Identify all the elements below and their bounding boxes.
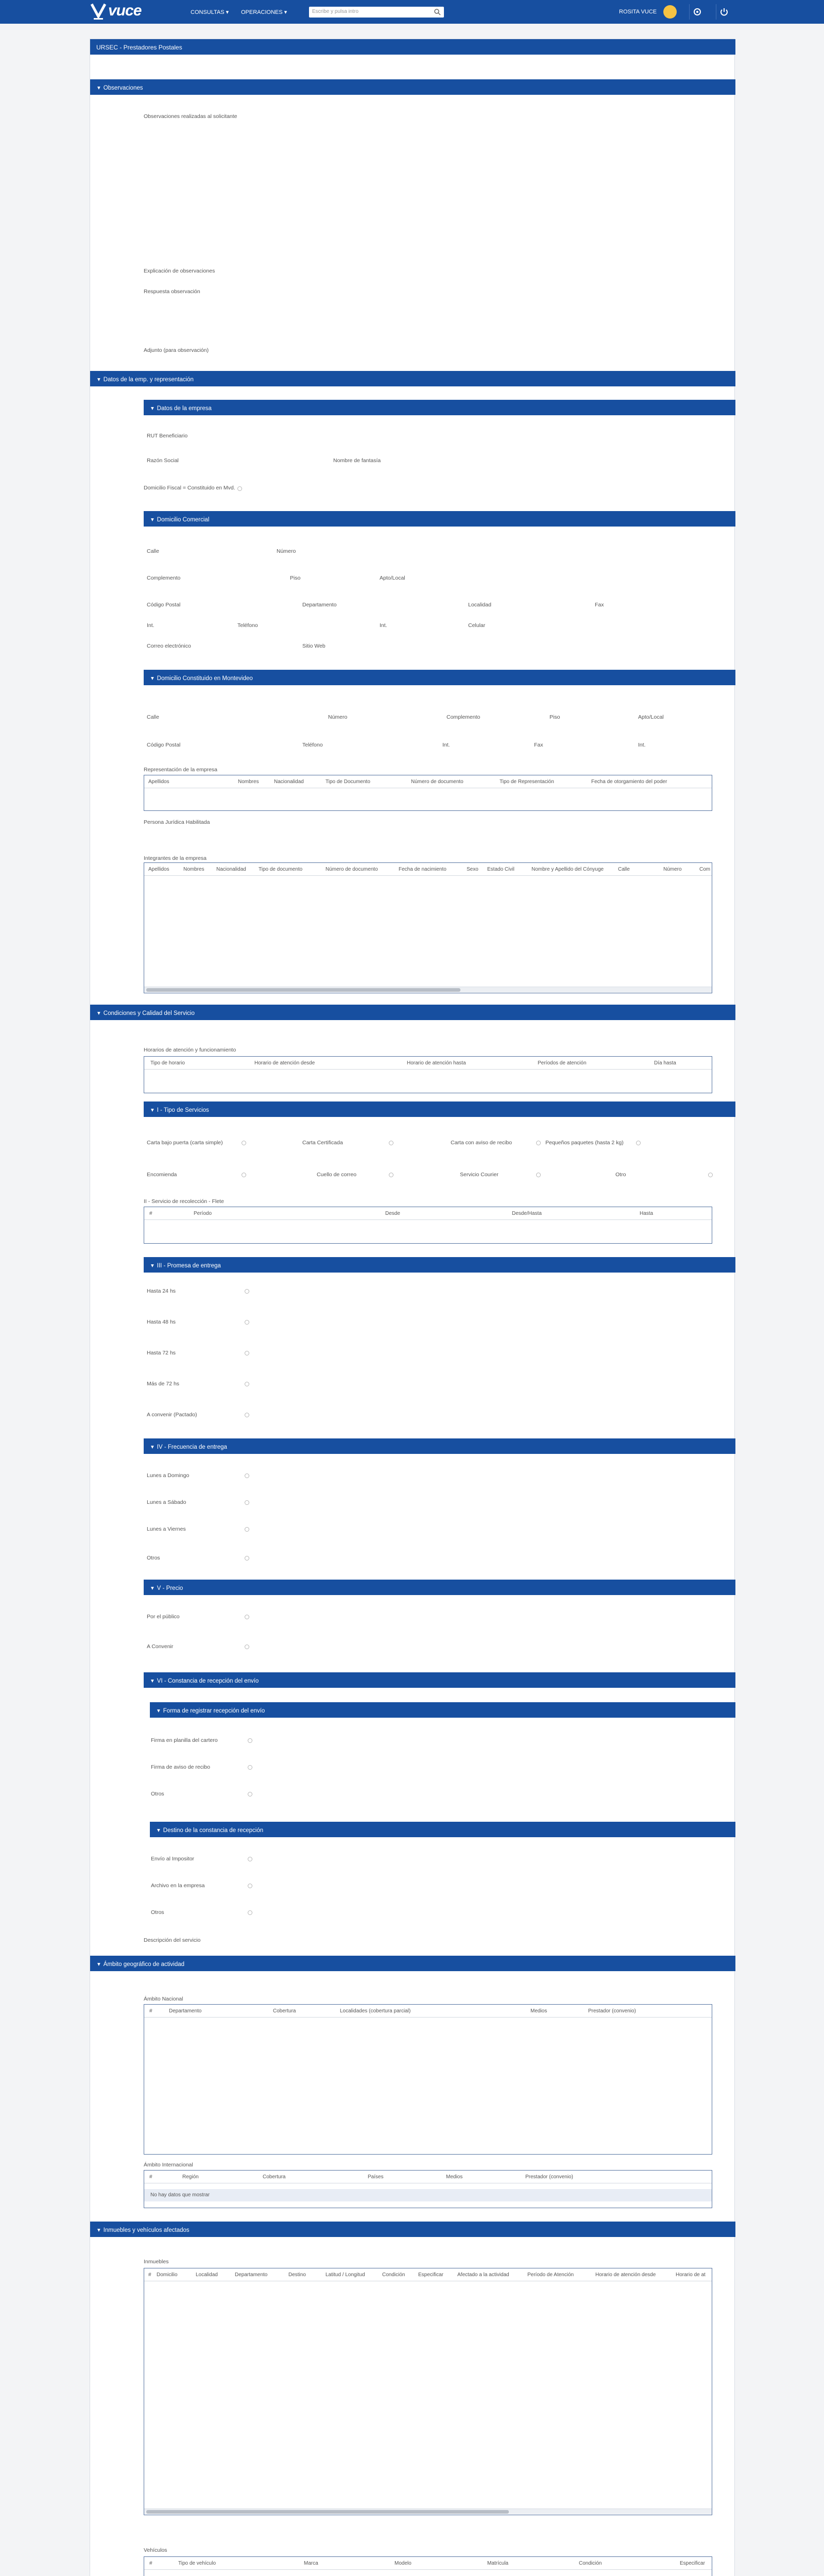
com-telefono: Teléfono xyxy=(237,622,258,629)
inmuebles-table xyxy=(144,2268,712,2515)
com-apto: Apto/Local xyxy=(380,575,405,581)
mvd-cp: Código Postal xyxy=(147,742,181,748)
mvd-piso: Piso xyxy=(550,714,560,720)
rut-label: RUT Beneficiario xyxy=(147,433,188,439)
com-int2: Int. xyxy=(380,622,387,629)
no-data-message: No hay datos que mostrar xyxy=(150,2192,210,2198)
int-col[interactable]: Número xyxy=(663,867,682,872)
recoleccion-label: II - Servicio de recolección - Flete xyxy=(144,1198,224,1205)
inm-col[interactable]: Departamento xyxy=(235,2272,268,2278)
nac-col[interactable]: Cobertura xyxy=(273,2008,296,2014)
inmuebles-label: Inmuebles xyxy=(144,2259,169,2265)
forma-opt: Firma de aviso de recibo xyxy=(151,1764,210,1770)
precio-opt: A Convenir xyxy=(147,1643,174,1650)
rec-col[interactable]: Hasta xyxy=(640,1211,654,1216)
page-title: URSEC - Prestadores Postales xyxy=(90,39,735,55)
precio-radio[interactable] xyxy=(245,1615,249,1619)
tipo-opt: Cuello de correo xyxy=(317,1172,357,1178)
promesa-opt: A convenir (Pactado) xyxy=(147,1412,197,1418)
vehiculos-table xyxy=(144,2556,712,2576)
veh-col[interactable]: Condición xyxy=(579,2561,602,2566)
promesa-radio[interactable] xyxy=(245,1413,249,1417)
menu-operaciones[interactable]: OPERACIONES ▾ xyxy=(241,9,287,15)
rep-col[interactable]: Nacionalidad xyxy=(274,779,304,785)
veh-col[interactable]: Matrícula xyxy=(487,2561,509,2566)
hor-col[interactable]: Horario de atención hasta xyxy=(407,1060,466,1066)
intl-col[interactable]: Cobertura xyxy=(263,2174,286,2180)
nacional-table xyxy=(144,2004,712,2155)
mvd-int2: Int. xyxy=(638,742,646,748)
obs-label: Observaciones realizadas al solicitante xyxy=(144,113,237,120)
inm-col[interactable]: # xyxy=(148,2272,151,2278)
tipo-opt: Carta Certificada xyxy=(302,1140,343,1146)
internacional-table xyxy=(144,2170,712,2208)
int-col[interactable]: Fecha de nacimiento xyxy=(399,867,447,872)
horizontal-scrollbar[interactable] xyxy=(144,2509,712,2514)
destino-opt: Archivo en la empresa xyxy=(151,1883,205,1889)
integrantes-label: Integrantes de la empresa xyxy=(144,855,207,861)
frec-opt: Lunes a Viernes xyxy=(147,1526,186,1532)
section-constancia[interactable]: ▾ VI - Constancia de recepción del envío xyxy=(144,1672,735,1688)
inm-col[interactable]: Afectado a la actividad xyxy=(457,2272,509,2278)
horarios-label: Horarios de atención y funcionamiento xyxy=(144,1047,236,1053)
inm-col[interactable]: Período de Atención xyxy=(527,2272,574,2278)
hor-col[interactable]: Tipo de horario xyxy=(150,1060,185,1066)
frec-radio[interactable] xyxy=(245,1500,249,1505)
tipo-opt: Encomienda xyxy=(147,1172,177,1178)
uruguay-logo[interactable] xyxy=(90,2,107,22)
mvd-numero: Número xyxy=(328,714,348,720)
com-fax: Fax xyxy=(595,602,604,608)
tipo-opt: Otro xyxy=(615,1172,626,1178)
domfiscal-checkbox[interactable] xyxy=(237,486,242,491)
com-localidad: Localidad xyxy=(468,602,491,608)
rep-table xyxy=(144,775,712,811)
section-forma-registrar[interactable]: ▾ Forma de registrar recepción del envío xyxy=(150,1702,735,1718)
nac-col[interactable]: Departamento xyxy=(169,2008,202,2014)
nac-col[interactable]: Localidades (cobertura parcial) xyxy=(340,2008,411,2014)
nac-col[interactable]: # xyxy=(149,2008,152,2014)
int-col[interactable]: Sexo xyxy=(467,867,478,872)
promesa-opt: Más de 72 hs xyxy=(147,1381,180,1387)
user-name[interactable]: ROSITA VUCE xyxy=(619,9,657,15)
com-numero: Número xyxy=(277,548,296,554)
section-domicilio-comercial[interactable]: ▾ Domicilio Comercial xyxy=(144,511,735,527)
power-icon xyxy=(716,4,732,20)
rep-label: Representación de la empresa xyxy=(144,767,218,773)
intl-col[interactable]: Medios xyxy=(446,2174,463,2180)
rec-col[interactable]: # xyxy=(149,1211,152,1216)
precio-opt: Por el público xyxy=(147,1614,180,1620)
forma-radio[interactable] xyxy=(248,1738,252,1743)
mvd-int1: Int. xyxy=(442,742,450,748)
frec-radio[interactable] xyxy=(245,1556,249,1561)
horizontal-scrollbar[interactable] xyxy=(144,987,712,992)
promesa-opt: Hasta 72 hs xyxy=(147,1350,176,1356)
section-promesa[interactable]: ▾ III - Promesa de entrega xyxy=(144,1257,735,1273)
inm-col[interactable]: Domicilio xyxy=(157,2272,178,2278)
tipo-opt: Pequeños paquetes (hasta 2 kg) xyxy=(545,1140,624,1146)
int-col[interactable]: Estado Civil xyxy=(487,867,514,872)
forma-opt: Firma en planilla del cartero xyxy=(151,1737,218,1743)
internacional-label: Ámbito Internacional xyxy=(144,2162,193,2168)
integrantes-table xyxy=(144,862,712,993)
intl-col[interactable]: Prestador (convenio) xyxy=(525,2174,573,2180)
section-datos-empresa[interactable]: ▾ Datos de la emp. y representación xyxy=(90,371,735,386)
rep-col[interactable]: Tipo de Documento xyxy=(325,779,370,785)
section-frecuencia[interactable]: ▾ IV - Frecuencia de entrega xyxy=(144,1438,735,1454)
section-domicilio-montevideo[interactable]: ▾ Domicilio Constituido en Montevideo xyxy=(144,670,735,685)
rep-col[interactable]: Número de documento xyxy=(411,779,464,785)
section-precio[interactable]: ▾ V - Precio xyxy=(144,1580,735,1595)
promesa-opt: Hasta 48 hs xyxy=(147,1319,176,1325)
section-observaciones[interactable]: ▾ Observaciones xyxy=(90,79,735,95)
menu-consultas[interactable]: CONSULTAS ▾ xyxy=(191,9,229,15)
int-col[interactable]: Com xyxy=(699,867,711,872)
destino-opt: Otros xyxy=(151,1909,164,1916)
com-complemento: Complemento xyxy=(147,575,181,581)
mvd-telefono: Teléfono xyxy=(302,742,323,748)
precio-radio[interactable] xyxy=(245,1645,249,1649)
razon-label: Razón Social xyxy=(147,457,179,464)
inm-col[interactable]: Condición xyxy=(382,2272,405,2278)
forma-opt: Otros xyxy=(151,1791,164,1797)
nac-col[interactable]: Prestador (convenio) xyxy=(588,2008,636,2014)
destino-radio[interactable] xyxy=(248,1910,252,1915)
tipo-checkbox[interactable] xyxy=(389,1173,393,1177)
hor-col[interactable]: Períodos de atención xyxy=(538,1060,587,1066)
rep-col[interactable]: Tipo de Representación xyxy=(500,779,554,785)
vehiculos-label: Vehículos xyxy=(144,2547,167,2553)
inm-col[interactable]: Horario de atención desde xyxy=(595,2272,656,2278)
tipo-checkbox[interactable] xyxy=(536,1141,541,1145)
com-web: Sitio Web xyxy=(302,643,325,649)
promesa-opt: Hasta 24 hs xyxy=(147,1288,176,1294)
inm-col[interactable]: Horario de at xyxy=(676,2272,706,2278)
promesa-radio[interactable] xyxy=(245,1320,249,1325)
tipo-checkbox[interactable] xyxy=(242,1141,246,1145)
destino-radio[interactable] xyxy=(248,1884,252,1888)
recoleccion-table xyxy=(144,1207,712,1244)
forma-radio[interactable] xyxy=(248,1765,252,1770)
explicacion-label: Explicación de observaciones xyxy=(144,268,215,274)
section-ambito[interactable]: ▾ Ámbito geográfico de actividad xyxy=(90,1956,735,1971)
frec-opt: Lunes a Sábado xyxy=(147,1499,186,1505)
com-calle: Calle xyxy=(147,548,159,554)
descripcion-label: Descripción del servicio xyxy=(144,1937,201,1943)
section-inmuebles[interactable]: ▾ Inmuebles y vehículos afectados xyxy=(90,2222,735,2237)
frec-radio[interactable] xyxy=(245,1527,249,1532)
tipo-checkbox[interactable] xyxy=(242,1173,246,1177)
frec-opt: Otros xyxy=(147,1555,160,1561)
section-datos-de-la-empresa[interactable]: ▾ Datos de la empresa xyxy=(144,400,735,415)
inm-col[interactable]: Especificar xyxy=(418,2272,443,2278)
frec-radio[interactable] xyxy=(245,1473,249,1478)
rec-col[interactable]: Desde/Hasta xyxy=(512,1211,542,1216)
promesa-radio[interactable] xyxy=(245,1382,249,1386)
veh-col[interactable]: Marca xyxy=(304,2561,318,2566)
forma-radio[interactable] xyxy=(248,1792,252,1797)
int-col[interactable]: Nombres xyxy=(183,867,204,872)
brand-logo[interactable]: vuce xyxy=(108,2,142,19)
com-correo: Correo electrónico xyxy=(147,643,191,649)
inm-col[interactable]: Localidad xyxy=(196,2272,218,2278)
section-tipo-servicios[interactable]: ▾ I - Tipo de Servicios xyxy=(144,1101,735,1117)
nac-col[interactable]: Medios xyxy=(530,2008,547,2014)
rep-col[interactable]: Apellidos xyxy=(148,779,169,785)
inm-col[interactable]: Latitud / Longitud xyxy=(325,2272,365,2278)
nacional-label: Ámbito Nacional xyxy=(144,1996,183,2002)
veh-col[interactable]: Modelo xyxy=(394,2561,411,2566)
rec-col[interactable]: Período xyxy=(194,1211,212,1216)
destino-radio[interactable] xyxy=(248,1857,252,1861)
rec-col[interactable]: Desde xyxy=(385,1211,400,1216)
int-col[interactable]: Número de documento xyxy=(325,867,378,872)
pj-label: Persona Jurídica Habilitada xyxy=(144,819,210,825)
tipo-checkbox[interactable] xyxy=(389,1141,393,1145)
int-col[interactable]: Calle xyxy=(618,867,630,872)
veh-col[interactable]: # xyxy=(149,2561,152,2566)
promesa-radio[interactable] xyxy=(245,1289,249,1294)
logout-button[interactable] xyxy=(716,4,731,20)
com-piso: Piso xyxy=(290,575,301,581)
tipo-checkbox[interactable] xyxy=(708,1173,713,1177)
form-panel xyxy=(90,39,735,2576)
int-col[interactable]: Nacionalidad xyxy=(216,867,246,872)
domfiscal-label: Domicilio Fiscal = Constituido en Mvd. xyxy=(144,485,235,491)
frec-opt: Lunes a Domingo xyxy=(147,1472,190,1479)
horarios-table xyxy=(144,1056,712,1093)
section-destino-constancia[interactable]: ▾ Destino de la constancia de recepción xyxy=(150,1822,735,1837)
intl-col[interactable]: Región xyxy=(182,2174,199,2180)
int-col[interactable]: Apellidos xyxy=(148,867,169,872)
search-input[interactable]: Escribe y pulsa intro xyxy=(309,7,444,18)
hor-col[interactable]: Día hasta xyxy=(654,1060,676,1066)
rep-col[interactable]: Fecha de otorgamiento del poder xyxy=(591,779,667,785)
gear-icon xyxy=(690,4,705,20)
search-icon[interactable] xyxy=(434,8,441,15)
mvd-fax: Fax xyxy=(534,742,543,748)
hor-col[interactable]: Horario de atención desde xyxy=(254,1060,315,1066)
tipo-checkbox[interactable] xyxy=(536,1173,541,1177)
destino-opt: Envío al Impositor xyxy=(151,1856,195,1862)
top-navigation-bar xyxy=(0,0,824,24)
com-int1: Int. xyxy=(147,622,154,629)
veh-col[interactable]: Tipo de vehículo xyxy=(178,2561,216,2566)
tipo-opt: Carta con aviso de recibo xyxy=(451,1140,512,1146)
section-condiciones[interactable]: ▾ Condiciones y Calidad del Servicio xyxy=(90,1005,735,1020)
avatar[interactable] xyxy=(663,5,677,19)
mvd-apto: Apto/Local xyxy=(638,714,664,720)
com-cp: Código Postal xyxy=(147,602,181,608)
fantasia-label: Nombre de fantasía xyxy=(333,457,381,464)
tipo-checkbox[interactable] xyxy=(636,1141,641,1145)
tipo-opt: Carta bajo puerta (carta simple) xyxy=(147,1140,223,1146)
intl-col[interactable]: # xyxy=(149,2174,152,2180)
inm-col[interactable]: Destino xyxy=(288,2272,306,2278)
int-col[interactable]: Tipo de documento xyxy=(259,867,303,872)
promesa-radio[interactable] xyxy=(245,1351,249,1355)
adjunto-label: Adjunto (para observación) xyxy=(144,347,209,353)
mvd-complemento: Complemento xyxy=(447,714,480,720)
intl-col[interactable]: Países xyxy=(368,2174,384,2180)
com-depto: Departamento xyxy=(302,602,337,608)
tipo-opt: Servicio Courier xyxy=(460,1172,499,1178)
int-col[interactable]: Nombre y Apellido del Cónyuge xyxy=(531,867,604,872)
settings-button[interactable] xyxy=(689,4,705,20)
mvd-calle: Calle xyxy=(147,714,159,720)
respuesta-label: Respuesta observación xyxy=(144,289,200,295)
com-celular: Celular xyxy=(468,622,486,629)
rep-col[interactable]: Nombres xyxy=(238,779,259,785)
veh-col[interactable]: Especificar xyxy=(680,2561,705,2566)
